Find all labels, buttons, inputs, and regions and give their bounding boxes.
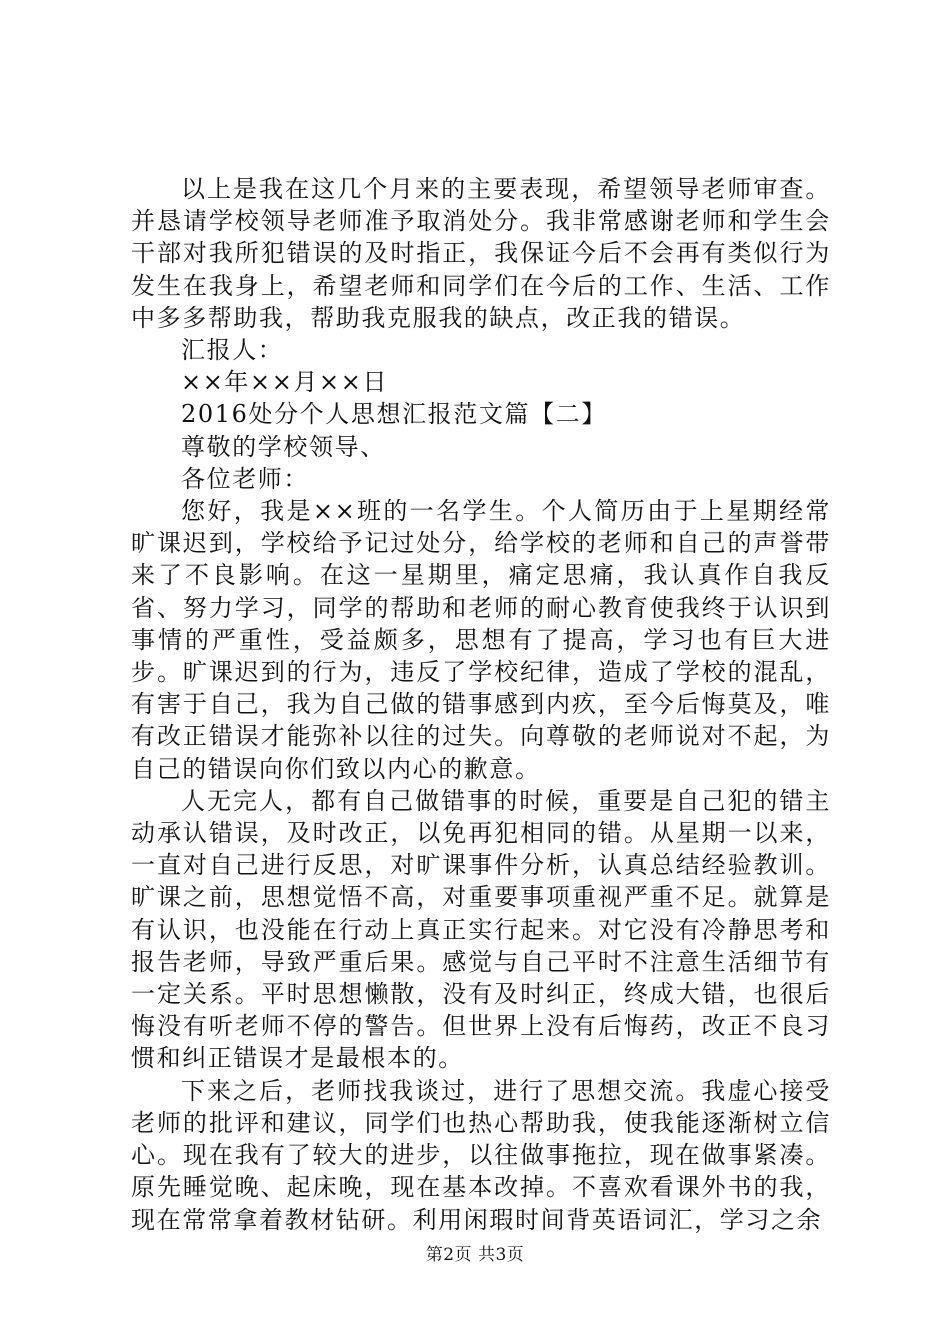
document-body — [131, 173, 831, 1236]
section-title: 2016处分个人思想汇报范文篇【二】 — [181, 400, 607, 429]
paragraph-progress: 下来之后，老师找我谈过，进行了思想交流。我虚心接受老师的批评和建议，同学们也热心帮助我，使我能逐渐树立信心。现在我有了较大的进步，以往做事拖拉，现在做事紧凑。原先睡觉晚、起床晚，现在基本改掉。不喜欢看课外书的我，现在常常拿着教材钻研。利用闲瑕时间背英语词汇，学习之余 — [131, 1076, 831, 1234]
paragraph-reflection: 人无完人，都有自己做错事的时候，重要是自己犯的错主动承认错误，及时改正，以免再犯相同的错。从星期一以来，一直对自己进行反思，对旷课事件分析，认真总结经验教训。旷课之前，思想觉悟不高，对重要事项重视严重不足。就算是有认识，也没能在行动上真正实行起来。对它没有冷静思考和报告老师，导致严重后果。感觉与自己平时不注意生活细节有一定关系。平时思想懒散，没有及时纠正，终成大错，也很后悔没有听老师不停的警告。但世界上没有后悔药，改正不良习惯和纠正错误才是最根本的。 — [131, 786, 831, 1073]
paragraph-closing-statement: 以上是我在这几个月来的主要表现，希望领导老师审查。并恳请学校领导老师准予取消处分。我非常感谢老师和学生会干部对我所犯错误的及时指正，我保证今后不会再有类似行为发生在我身上，希望老师和同学们在今后的工作、生活、工作中多多帮助我，帮助我克服我的缺点，改正我的错误。 — [131, 175, 831, 332]
paragraph-date: ××年××月××日 — [181, 368, 389, 397]
paragraph-reporter-label: 汇报人： — [181, 336, 284, 365]
salutation-leaders: 尊敬的学校领导、 — [181, 432, 386, 461]
salutation-teachers: 各位老师： — [181, 464, 309, 493]
page-number-footer: 第2页 共3页 — [425, 1245, 525, 1265]
paragraph-introduction: 您好，我是××班的一名学生。个人简历由于上星期经常旷课迟到，学校给予记过处分，给学校的老师和自己的声誉带来了不良影响。在这一星期里，痛定思痛，我认真作自我反省、努力学习，同学的帮助和老师的耐心教育使我终于认识到事情的严重性，受益颇多，思想有了提高，学习也有巨大进步。旷课迟到的行为，违反了学校纪律，造成了学校的混乱，有害于自己，我为自己做的错事感到内疚，至今后悔莫及，唯有改正错误才能弥补以往的过失。向尊敬的老师说对不起，为自己的错误向你们致以内心的歉意。 — [131, 497, 831, 783]
